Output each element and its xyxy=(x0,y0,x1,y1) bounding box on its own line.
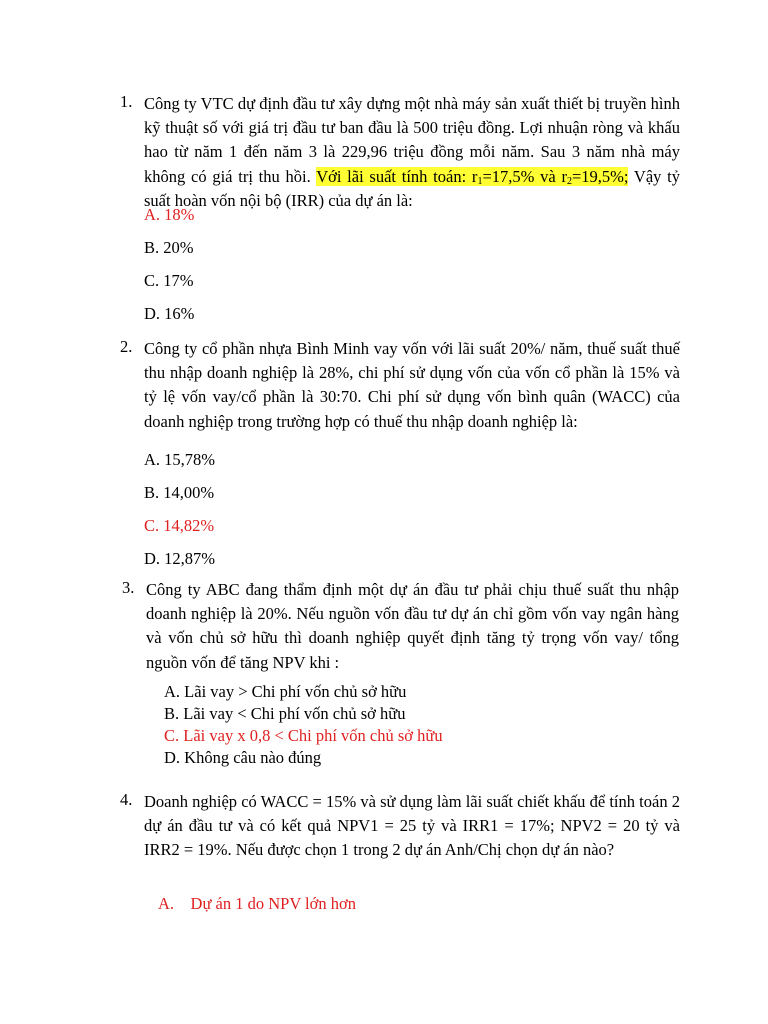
answer-option: B. 14,00% xyxy=(144,483,215,502)
question-number: 2. xyxy=(120,337,133,356)
highlight-part: =17,5% và r xyxy=(482,166,567,186)
question-number: 1. xyxy=(120,92,133,111)
highlighted-text xyxy=(316,167,628,186)
answer-option: A. 18% xyxy=(144,205,195,224)
answer-option: B. 20% xyxy=(144,238,194,257)
question-text: Công ty cổ phần nhựa Bình Minh vay vốn với lãi suất 20%/ năm, thuế suất thuế thu nhập doanh nghiệp là 28%, chi phí sử dụng vốn của vốn cổ phần là 15% và tỷ lệ vốn vay/cổ phần là 30:70. Chi phí sử dụng vốn bình quân (WACC) của doanh nghiệp trong trường hợp có thuế thu nhập doanh nghiệp là: xyxy=(144,339,680,431)
answer-option: A. Lãi vay > Chi phí vốn chủ sở hữu xyxy=(164,682,407,701)
question-2 xyxy=(120,337,680,434)
answer-option: A. Dự án 1 do NPV lớn hơn xyxy=(158,894,356,913)
answer-option: D. 12,87% xyxy=(144,549,216,568)
question-text-part: Vậy tỷ suất hoàn vốn nội bộ (IRR) của dự án là: xyxy=(144,166,681,210)
answer-option: C. Lãi vay x 0,8 < Chi phí vốn chủ sở hữu xyxy=(164,726,443,745)
question-3 xyxy=(122,578,679,675)
answer-option: D. Không câu nào đúng xyxy=(164,748,322,767)
highlight-part: =19,5%; xyxy=(571,166,629,186)
highlight-part: Với lãi suất tính toán: r xyxy=(316,166,478,186)
question-number: 4. xyxy=(120,790,133,809)
subscript: 1 xyxy=(477,175,483,187)
question-number: 3. xyxy=(122,578,135,597)
question-text: Doanh nghiệp có WACC = 15% và sử dụng làm lãi suất chiết khấu để tính toán 2 dự án đầu tư và có kết quả NPV1 = 25 tỷ và IRR1 = 17%; NPV2 = 20 tỷ và IRR2 = 19%. Nếu được chọn 1 trong 2 dự án Anh/Chị chọn dự án nào? xyxy=(144,792,680,860)
question-text-part: Công ty VTC dự định đầu tư xây dựng một nhà máy sản xuất thiết bị truyền hình kỹ thuật số với giá trị đầu tư ban đầu là 500 triệu đồng. Lợi nhuận ròng và khấu hao từ năm 1 đến năm 3 là 229,96 triệu đồng mỗi năm. Sau 3 năm nhà máy không có giá trị thu hồi. xyxy=(144,94,680,186)
subscript: 2 xyxy=(566,175,572,187)
answer-option: C. 17% xyxy=(144,271,194,290)
answer-option: D. 16% xyxy=(144,304,195,323)
question-text: Công ty ABC đang thẩm định một dự án đầu tư phải chịu thuế suất thu nhập doanh nghiệp là 20%. Nếu nguồn vốn đầu tư dự án chỉ gồm vốn vay ngân hàng và vốn chủ sở hữu thì doanh nghiệp quyết định tăng tỷ trọng vốn vay/ tổng nguồn vốn để tăng NPV khi : xyxy=(146,580,679,672)
answer-option: C. 14,82% xyxy=(144,516,215,535)
question-4 xyxy=(120,790,680,863)
question-text xyxy=(144,92,680,213)
answer-option: B. Lãi vay < Chi phí vốn chủ sở hữu xyxy=(164,704,406,723)
answer-option: A. 15,78% xyxy=(144,450,216,469)
question-1 xyxy=(120,92,680,213)
